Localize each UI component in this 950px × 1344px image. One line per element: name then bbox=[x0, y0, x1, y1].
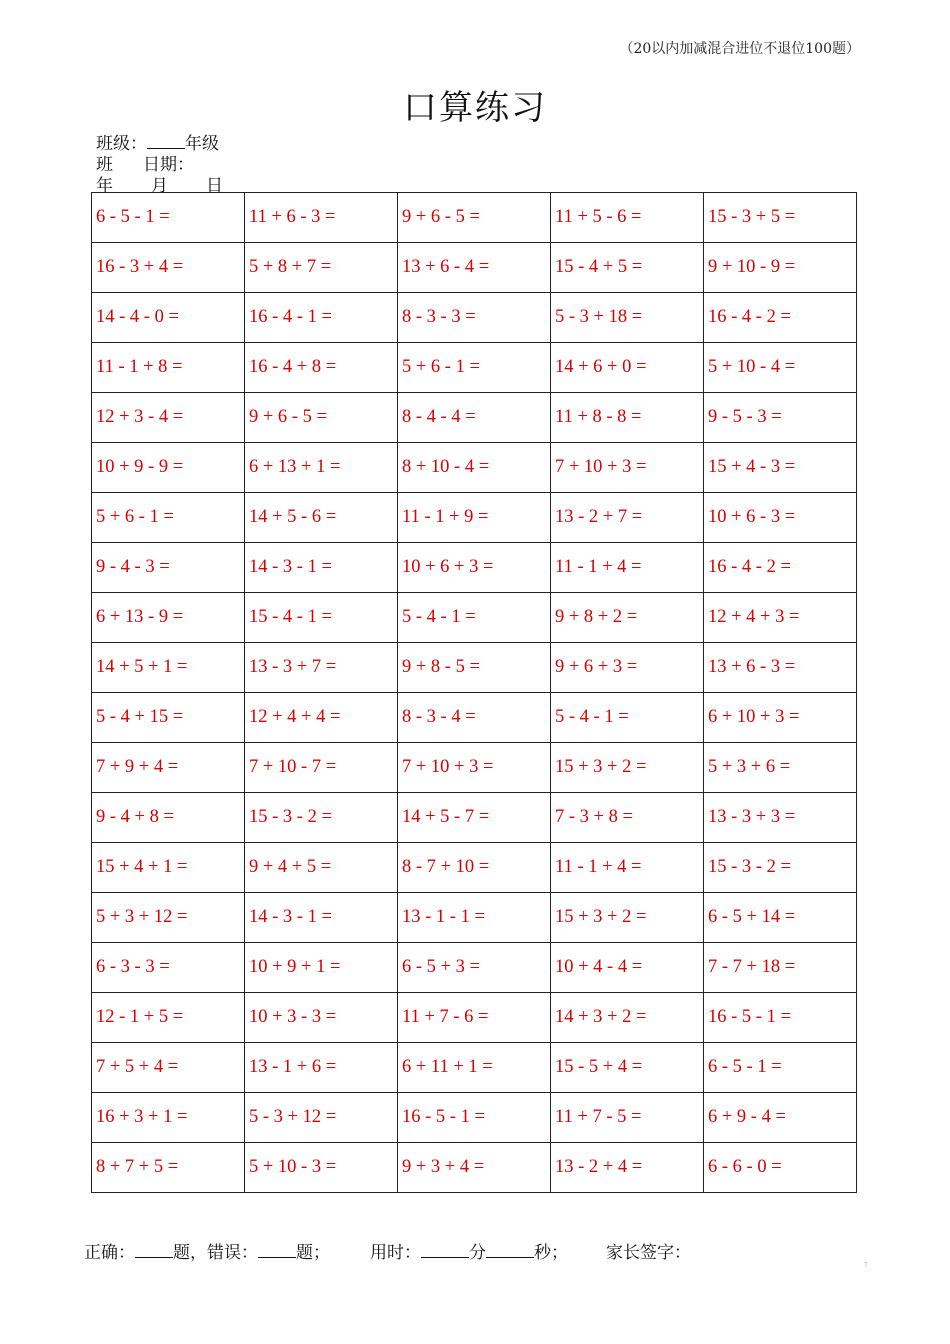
problem-cell: 6 - 5 + 3 = bbox=[398, 943, 551, 993]
problem-row bbox=[92, 543, 857, 593]
problem-row bbox=[92, 1143, 857, 1193]
problem-cell: 6 - 6 - 0 = bbox=[704, 1143, 857, 1193]
problem-cell: 16 - 5 - 1 = bbox=[398, 1093, 551, 1143]
problem-cell: 16 - 3 + 4 = bbox=[92, 243, 245, 293]
problem-cell: 14 - 3 - 1 = bbox=[245, 543, 398, 593]
problem-cell: 6 + 9 - 4 = bbox=[704, 1093, 857, 1143]
problem-cell: 16 - 4 - 2 = bbox=[704, 543, 857, 593]
problem-grid bbox=[91, 192, 857, 1193]
problem-cell: 9 + 10 - 9 = bbox=[704, 243, 857, 293]
time-label: 用时： bbox=[370, 1243, 421, 1263]
problem-cell: 11 + 5 - 6 = bbox=[551, 193, 704, 243]
problem-cell: 12 - 1 + 5 = bbox=[92, 993, 245, 1043]
seconds-blank[interactable] bbox=[486, 1241, 534, 1258]
problem-cell: 7 - 3 + 8 = bbox=[551, 793, 704, 843]
problem-cell: 15 + 3 + 2 = bbox=[551, 743, 704, 793]
problem-cell: 13 + 6 - 3 = bbox=[704, 643, 857, 693]
problem-cell: 5 + 8 + 7 = bbox=[245, 243, 398, 293]
problem-cell: 9 - 5 - 3 = bbox=[704, 393, 857, 443]
grade-blank[interactable] bbox=[147, 134, 185, 149]
page-mark: 7 bbox=[864, 1262, 868, 1269]
problem-cell: 6 + 11 + 1 = bbox=[398, 1043, 551, 1093]
parent-signature-label: 家长签字： bbox=[606, 1243, 691, 1263]
problem-cell: 7 + 10 + 3 = bbox=[398, 743, 551, 793]
grade-label: 年级 bbox=[185, 134, 219, 154]
problem-cell: 12 + 4 + 4 = bbox=[245, 693, 398, 743]
problem-cell: 16 - 5 - 1 = bbox=[704, 993, 857, 1043]
problem-cell: 10 + 3 - 3 = bbox=[245, 993, 398, 1043]
problem-cell: 16 - 4 - 1 = bbox=[245, 293, 398, 343]
problem-grid-body bbox=[92, 193, 857, 1193]
problem-row bbox=[92, 593, 857, 643]
problem-cell: 16 - 4 + 8 = bbox=[245, 343, 398, 393]
problem-row bbox=[92, 693, 857, 743]
problem-cell: 9 - 4 - 3 = bbox=[92, 543, 245, 593]
problem-cell: 5 + 10 - 4 = bbox=[704, 343, 857, 393]
problem-cell: 11 + 7 - 5 = bbox=[551, 1093, 704, 1143]
problem-row bbox=[92, 493, 857, 543]
problem-row bbox=[92, 943, 857, 993]
problem-row bbox=[92, 393, 857, 443]
problem-row bbox=[92, 193, 857, 243]
problem-cell: 6 + 13 - 9 = bbox=[92, 593, 245, 643]
correct-label: 正确： bbox=[84, 1243, 135, 1263]
problem-cell: 15 - 3 - 2 = bbox=[704, 843, 857, 893]
problem-row bbox=[92, 793, 857, 843]
problem-cell: 7 - 7 + 18 = bbox=[704, 943, 857, 993]
problem-cell: 15 + 4 - 3 = bbox=[704, 443, 857, 493]
problem-cell: 11 - 1 + 9 = bbox=[398, 493, 551, 543]
class-date-line bbox=[96, 155, 236, 176]
problem-row bbox=[92, 443, 857, 493]
problem-cell: 9 + 4 + 5 = bbox=[245, 843, 398, 893]
problem-cell: 11 - 1 + 4 = bbox=[551, 843, 704, 893]
problem-row bbox=[92, 993, 857, 1043]
problem-row bbox=[92, 1093, 857, 1143]
problem-cell: 13 + 6 - 4 = bbox=[398, 243, 551, 293]
problem-cell: 9 + 8 - 5 = bbox=[398, 643, 551, 693]
problem-cell: 5 + 3 + 6 = bbox=[704, 743, 857, 793]
problem-cell: 6 + 10 + 3 = bbox=[704, 693, 857, 743]
problem-cell: 14 + 5 - 7 = bbox=[398, 793, 551, 843]
problem-cell: 13 - 2 + 7 = bbox=[551, 493, 704, 543]
score-footer bbox=[84, 1238, 691, 1263]
problem-cell: 7 + 9 + 4 = bbox=[92, 743, 245, 793]
problem-row bbox=[92, 843, 857, 893]
problem-cell: 13 - 1 - 1 = bbox=[398, 893, 551, 943]
problem-cell: 15 - 4 + 5 = bbox=[551, 243, 704, 293]
problem-cell: 9 + 8 + 2 = bbox=[551, 593, 704, 643]
problem-cell: 10 + 4 - 4 = bbox=[551, 943, 704, 993]
problem-cell: 15 - 4 - 1 = bbox=[245, 593, 398, 643]
problem-cell: 7 + 5 + 4 = bbox=[92, 1043, 245, 1093]
problem-cell: 5 - 4 + 15 = bbox=[92, 693, 245, 743]
problem-cell: 10 + 9 + 1 = bbox=[245, 943, 398, 993]
problem-row bbox=[92, 893, 857, 943]
problem-cell: 12 + 4 + 3 = bbox=[704, 593, 857, 643]
minutes-blank[interactable] bbox=[421, 1241, 469, 1258]
problem-cell: 6 - 5 - 1 = bbox=[704, 1043, 857, 1093]
problem-cell: 9 + 6 - 5 = bbox=[245, 393, 398, 443]
problem-row bbox=[92, 1043, 857, 1093]
problem-cell: 9 + 3 + 4 = bbox=[398, 1143, 551, 1193]
problem-cell: 5 + 6 - 1 = bbox=[398, 343, 551, 393]
problem-cell: 8 - 4 - 4 = bbox=[398, 393, 551, 443]
problem-cell: 10 + 9 - 9 = bbox=[92, 443, 245, 493]
problem-cell: 13 - 3 + 7 = bbox=[245, 643, 398, 693]
problem-cell: 9 - 4 + 8 = bbox=[92, 793, 245, 843]
problem-cell: 8 - 7 + 10 = bbox=[398, 843, 551, 893]
problem-cell: 9 + 6 - 5 = bbox=[398, 193, 551, 243]
problem-row bbox=[92, 243, 857, 293]
problem-cell: 5 - 3 + 18 = bbox=[551, 293, 704, 343]
problem-cell: 10 + 6 + 3 = bbox=[398, 543, 551, 593]
question-label: 题； bbox=[296, 1243, 330, 1263]
problem-cell: 16 + 3 + 1 = bbox=[92, 1093, 245, 1143]
month-label: 月 bbox=[151, 176, 168, 196]
problem-row bbox=[92, 743, 857, 793]
seconds-label: 秒； bbox=[534, 1243, 568, 1263]
date-label: 日期： bbox=[143, 155, 194, 175]
problem-cell: 5 - 3 + 12 = bbox=[245, 1093, 398, 1143]
day-label: 日 bbox=[206, 176, 223, 196]
ban-label: 班 bbox=[96, 155, 113, 175]
problem-cell: 11 - 1 + 4 = bbox=[551, 543, 704, 593]
problem-row bbox=[92, 343, 857, 393]
year-label: 年 bbox=[96, 176, 113, 196]
problem-cell: 6 + 13 + 1 = bbox=[245, 443, 398, 493]
problem-cell: 11 - 1 + 8 = bbox=[92, 343, 245, 393]
problem-cell: 5 + 3 + 12 = bbox=[92, 893, 245, 943]
problem-cell: 8 + 7 + 5 = bbox=[92, 1143, 245, 1193]
problem-cell: 5 - 4 - 1 = bbox=[398, 593, 551, 643]
worksheet-subtitle: （20以内加减混合进位不退位100题） bbox=[619, 41, 860, 57]
error-count-blank[interactable] bbox=[258, 1241, 296, 1258]
problem-cell: 6 - 5 + 14 = bbox=[704, 893, 857, 943]
correct-count-blank[interactable] bbox=[135, 1241, 173, 1258]
problem-cell: 15 - 5 + 4 = bbox=[551, 1043, 704, 1093]
problem-cell: 8 - 3 - 4 = bbox=[398, 693, 551, 743]
problem-cell: 16 - 4 - 2 = bbox=[704, 293, 857, 343]
problem-row bbox=[92, 293, 857, 343]
problem-cell: 14 + 6 + 0 = bbox=[551, 343, 704, 393]
problem-cell: 14 + 5 - 6 = bbox=[245, 493, 398, 543]
problem-cell: 13 - 2 + 4 = bbox=[551, 1143, 704, 1193]
problem-cell: 15 - 3 + 5 = bbox=[704, 193, 857, 243]
problem-cell: 12 + 3 - 4 = bbox=[92, 393, 245, 443]
class-label: 班级： bbox=[96, 134, 147, 154]
problem-cell: 8 + 10 - 4 = bbox=[398, 443, 551, 493]
problem-cell: 7 + 10 - 7 = bbox=[245, 743, 398, 793]
problem-cell: 14 + 3 + 2 = bbox=[551, 993, 704, 1043]
problem-cell: 14 + 5 + 1 = bbox=[92, 643, 245, 693]
problem-cell: 13 - 3 + 3 = bbox=[704, 793, 857, 843]
problem-cell: 5 - 4 - 1 = bbox=[551, 693, 704, 743]
minutes-label: 分 bbox=[469, 1243, 486, 1263]
errors-label: 题，错误： bbox=[173, 1243, 258, 1263]
problem-cell: 11 + 6 - 3 = bbox=[245, 193, 398, 243]
problem-cell: 13 - 1 + 6 = bbox=[245, 1043, 398, 1093]
problem-cell: 14 - 4 - 0 = bbox=[92, 293, 245, 343]
problem-cell: 11 + 7 - 6 = bbox=[398, 993, 551, 1043]
problem-cell: 5 + 10 - 3 = bbox=[245, 1143, 398, 1193]
problem-cell: 15 + 3 + 2 = bbox=[551, 893, 704, 943]
class-grade-line bbox=[96, 134, 236, 155]
problem-row bbox=[92, 643, 857, 693]
problem-cell: 14 - 3 - 1 = bbox=[245, 893, 398, 943]
student-info-block bbox=[96, 134, 236, 197]
problem-cell: 7 + 10 + 3 = bbox=[551, 443, 704, 493]
problem-cell: 9 + 6 + 3 = bbox=[551, 643, 704, 693]
problem-cell: 10 + 6 - 3 = bbox=[704, 493, 857, 543]
problem-cell: 8 - 3 - 3 = bbox=[398, 293, 551, 343]
page-title: 口算练习 bbox=[403, 88, 547, 128]
problem-cell: 5 + 6 - 1 = bbox=[92, 493, 245, 543]
problem-cell: 6 - 3 - 3 = bbox=[92, 943, 245, 993]
problem-cell: 11 + 8 - 8 = bbox=[551, 393, 704, 443]
problem-cell: 15 + 4 + 1 = bbox=[92, 843, 245, 893]
problem-cell: 15 - 3 - 2 = bbox=[245, 793, 398, 843]
problem-cell: 6 - 5 - 1 = bbox=[92, 193, 245, 243]
